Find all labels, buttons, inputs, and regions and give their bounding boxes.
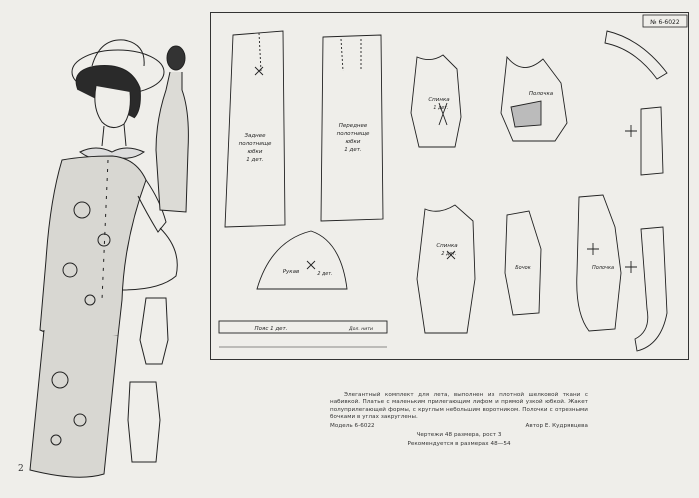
pattern-draft-frame xyxy=(210,12,689,360)
sleeve-count: 2 дет. xyxy=(317,272,333,277)
author-name: Автор Е. Кудрявцева xyxy=(525,422,588,429)
jacket-facing-piece xyxy=(635,227,667,351)
side-piece-label: Бочок xyxy=(515,265,531,271)
back-skirt-label-4: 1 дет. xyxy=(246,157,264,163)
author-row xyxy=(330,423,588,430)
jacket-back-piece xyxy=(417,205,475,333)
jacket-back-label: Спинка xyxy=(436,243,458,249)
front-skirt-label-1: Переднее xyxy=(338,123,368,129)
page-number: 2 xyxy=(18,464,24,474)
back-skirt-panel xyxy=(225,31,285,227)
model-sketch xyxy=(0,0,210,494)
sleeve-label: Рукав xyxy=(282,269,300,275)
model-code: № 6-6022 xyxy=(650,19,680,26)
recommended-sizes: Рекомендуется в размерах 48—54 xyxy=(407,441,511,448)
description-text: Элегантный комплект для лета, выполнен из плотной шелковой ткани с набивкой. Платье с маленьким прилегающим лифом и прямой узкой юбкой. Жакет полуприлегающей формы, с круглым небольшим воротником. Полочки с отрезными бочками в углах закруглены. xyxy=(330,392,588,421)
back-bodice-count: 1 дет. xyxy=(433,106,449,111)
jacket-back-count: 2 дет. xyxy=(441,252,457,257)
back-skirt-label-2: полотнище xyxy=(238,141,272,147)
side-piece xyxy=(505,211,541,315)
jacket-front-piece xyxy=(577,195,621,331)
back-skirt-label-3: юбки xyxy=(247,149,263,155)
front-skirt-label-4: 1 дет. xyxy=(344,147,362,153)
front-bodice-label: Полочка xyxy=(528,91,554,97)
back-skirt-label-1: Заднее xyxy=(244,133,266,139)
dress-front-bodice xyxy=(501,57,567,141)
hat-crown xyxy=(92,40,144,66)
model-number: Модель 6-6022 xyxy=(330,422,375,429)
drafts-size: Чертежи 48 размера, рост 3 xyxy=(416,432,502,439)
sleeve-piece xyxy=(257,231,347,289)
fashion-illustration xyxy=(0,0,210,494)
pattern-drawing xyxy=(211,13,690,361)
model-description xyxy=(330,392,588,449)
belt-fold-label: Дол. нити xyxy=(349,327,373,332)
front-skirt-label-3: юбки xyxy=(345,139,361,145)
facing-piece xyxy=(641,107,663,175)
belt-label: Пояс 1 дет. xyxy=(254,326,288,332)
jacket-front-label: Полочка xyxy=(591,265,615,271)
front-skirt-label-2: полотнище xyxy=(336,131,370,137)
back-bodice-label: Спинка xyxy=(428,97,450,103)
collar-piece xyxy=(605,31,667,79)
